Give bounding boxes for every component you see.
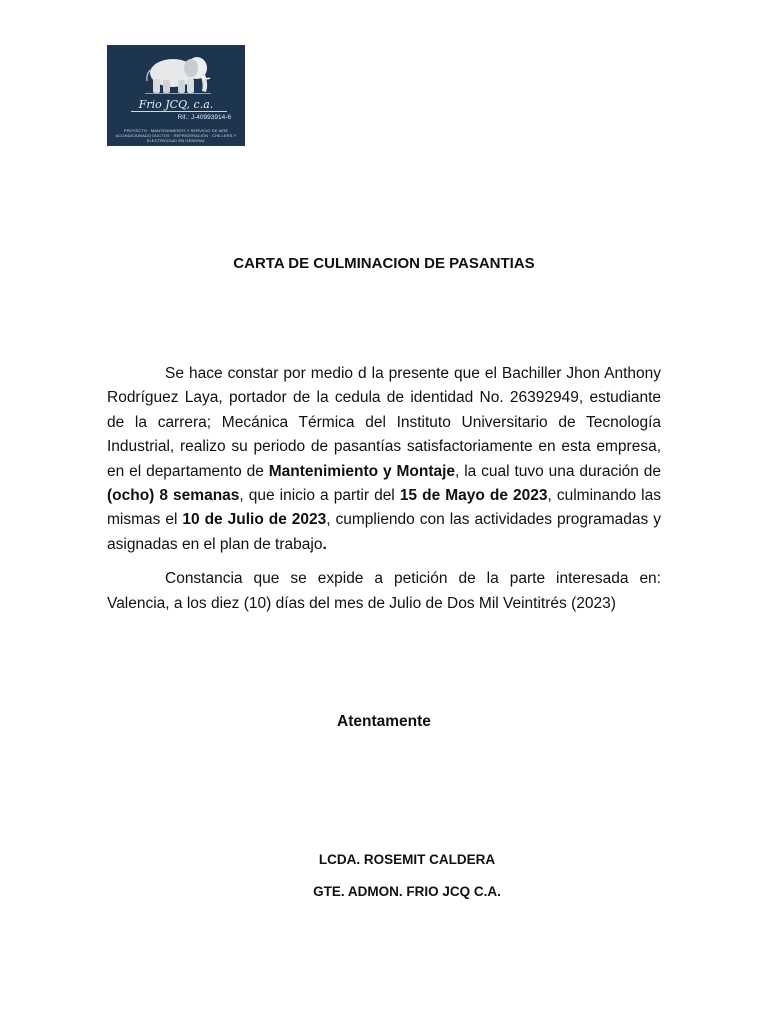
paragraph1-part3: , que inicio a partir del bbox=[239, 487, 400, 505]
end-date: 10 de Julio de 2023 bbox=[182, 511, 327, 529]
company-logo bbox=[107, 45, 245, 146]
paragraph1-final-period: . bbox=[322, 535, 327, 553]
paragraph1-part4: , culminando las mismas el bbox=[107, 487, 661, 529]
paragraph-certification bbox=[107, 362, 661, 557]
paragraph1-part5: , cumpliendo con las actividades programadas y asignadas en el plan de trabajo bbox=[107, 511, 661, 553]
paragraph1-part1: Se hace constar por medio d la presente que el Bachiller Jhon Anthony Rodríguez Laya, portador de la cedula de identidad No. 26392949, estudiante de la carrera; Mecánica Térmica del Instituto Universitario de Tecnología Industrial, realizo su periodo de pasantías satisfactoriamente en esta empresa, en el departamento de bbox=[107, 365, 661, 480]
elephant-icon bbox=[107, 45, 245, 105]
document-title: CARTA DE CULMINACION DE PASANTIAS bbox=[233, 255, 535, 272]
logo-company-name: Frio JCQ, c.a. bbox=[138, 98, 214, 111]
paragraph-constancia: Constancia que se expide a petición de la parte interesada en: Valencia, a los diez (10) días del mes de Julio de Dos Mil Veintitrés (2023) bbox=[107, 570, 661, 612]
start-date: 15 de Mayo de 2023 bbox=[399, 487, 548, 505]
department-name: Mantenimiento y Montaje bbox=[268, 462, 456, 480]
internship-duration: (ocho) 8 semanas bbox=[107, 487, 240, 505]
letter-body bbox=[107, 362, 661, 616]
signatory-role: GTE. ADMON. FRIO JCQ C.A. bbox=[313, 884, 501, 899]
logo-rif: Rif.: J-40993914-6 bbox=[177, 114, 231, 121]
logo-services-subtitle: PROYECTO · MANTENIMIENTO Y SERVICIO DE AIRE ACONDICIONADO DUCTOS · REFRIGERACIÓN · CHILLERS Y ELECTRICIDAD EN GENERAL bbox=[115, 128, 237, 143]
logo-divider bbox=[131, 111, 227, 112]
signatory-name: LCDA. ROSEMIT CALDERA bbox=[318, 852, 496, 867]
paragraph1-part2: , la cual tuvo una duración de bbox=[455, 462, 662, 480]
closing-salutation: Atentamente bbox=[337, 713, 431, 730]
